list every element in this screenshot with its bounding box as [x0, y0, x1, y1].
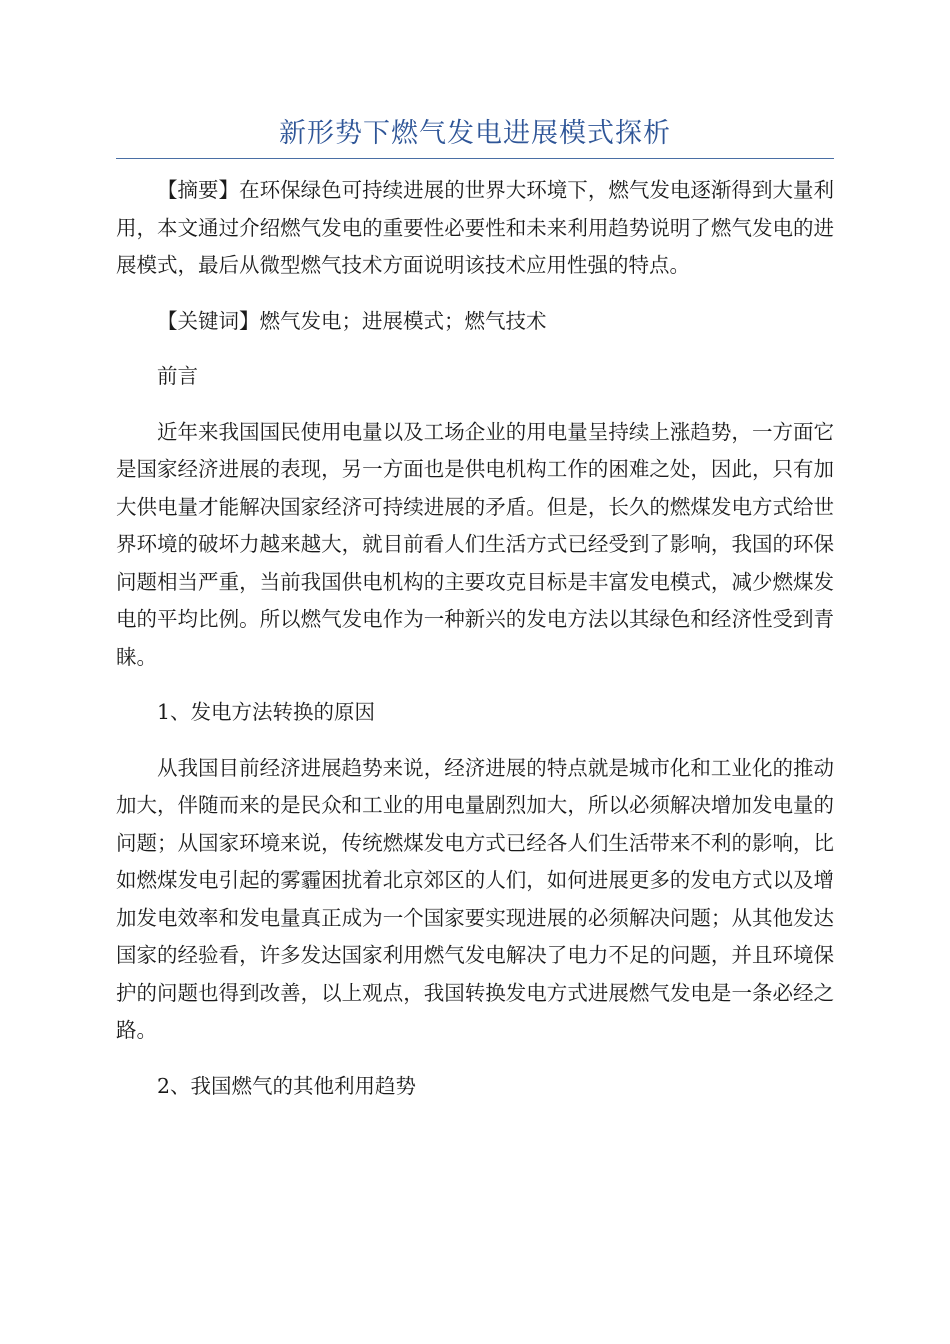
abstract-paragraph: 【摘要】在环保绿色可持续进展的世界大环境下，燃气发电逐渐得到大量利用，本文通过介绍燃气发电的重要性必要性和未来利用趋势说明了燃气发电的进展模式，最后从微型燃气技术方面说明该技术应用性强的特点。	[116, 178, 834, 277]
section-1-heading: 1、发电方法转换的原因	[157, 700, 376, 724]
preface-heading: 前言	[157, 364, 198, 388]
keywords-paragraph: 【关键词】燃气发电；进展模式；燃气技术	[157, 308, 547, 333]
section-1-paragraph: 从我国目前经济进展趋势来说，经济进展的特点就是城市化和工业化的推动加大，伴随而来的是民众和工业的用电量剧烈加大，所以必须解决增加发电量的问题；从国家环境来说，传统燃煤发电方式已经各人们生活带来不利的影响，比如燃煤发电引起的雾霾困扰着北京郊区的人们，如何进展更多的发电方式以及增加发电效率和发电量真正成为一个国家要实现进展的必须解决问题；从其他发达国家的经验看，许多发达国家利用燃气发电解决了电力不足的问题，并且环境保护的问题也得到改善，以上观点，我国转换发电方式进展燃气发电是一条必经之路。	[116, 755, 834, 1042]
intro-paragraph: 近年来我国国民使用电量以及工场企业的用电量呈持续上涨趋势，一方面它是国家经济进展的表现，另一方面也是供电机构工作的困难之处，因此，只有加大供电量才能解决国家经济可持续进展的矛盾。但是，长久的燃煤发电方式给世界环境的破坏力越来越大，就目前看人们生活方式已经受到了影响，我国的环保问题相当严重，当前我国供电机构的主要攻克目标是丰富发电模式，减少燃煤发电的平均比例。所以燃气发电作为一种新兴的发电方法以其绿色和经济性受到青睐。	[116, 419, 834, 669]
section-2-heading: 2、我国燃气的其他利用趋势	[157, 1073, 417, 1098]
title-block	[116, 112, 834, 159]
document-title: 新形势下燃气发电进展模式探析	[279, 118, 671, 149]
document-body	[116, 172, 834, 1123]
